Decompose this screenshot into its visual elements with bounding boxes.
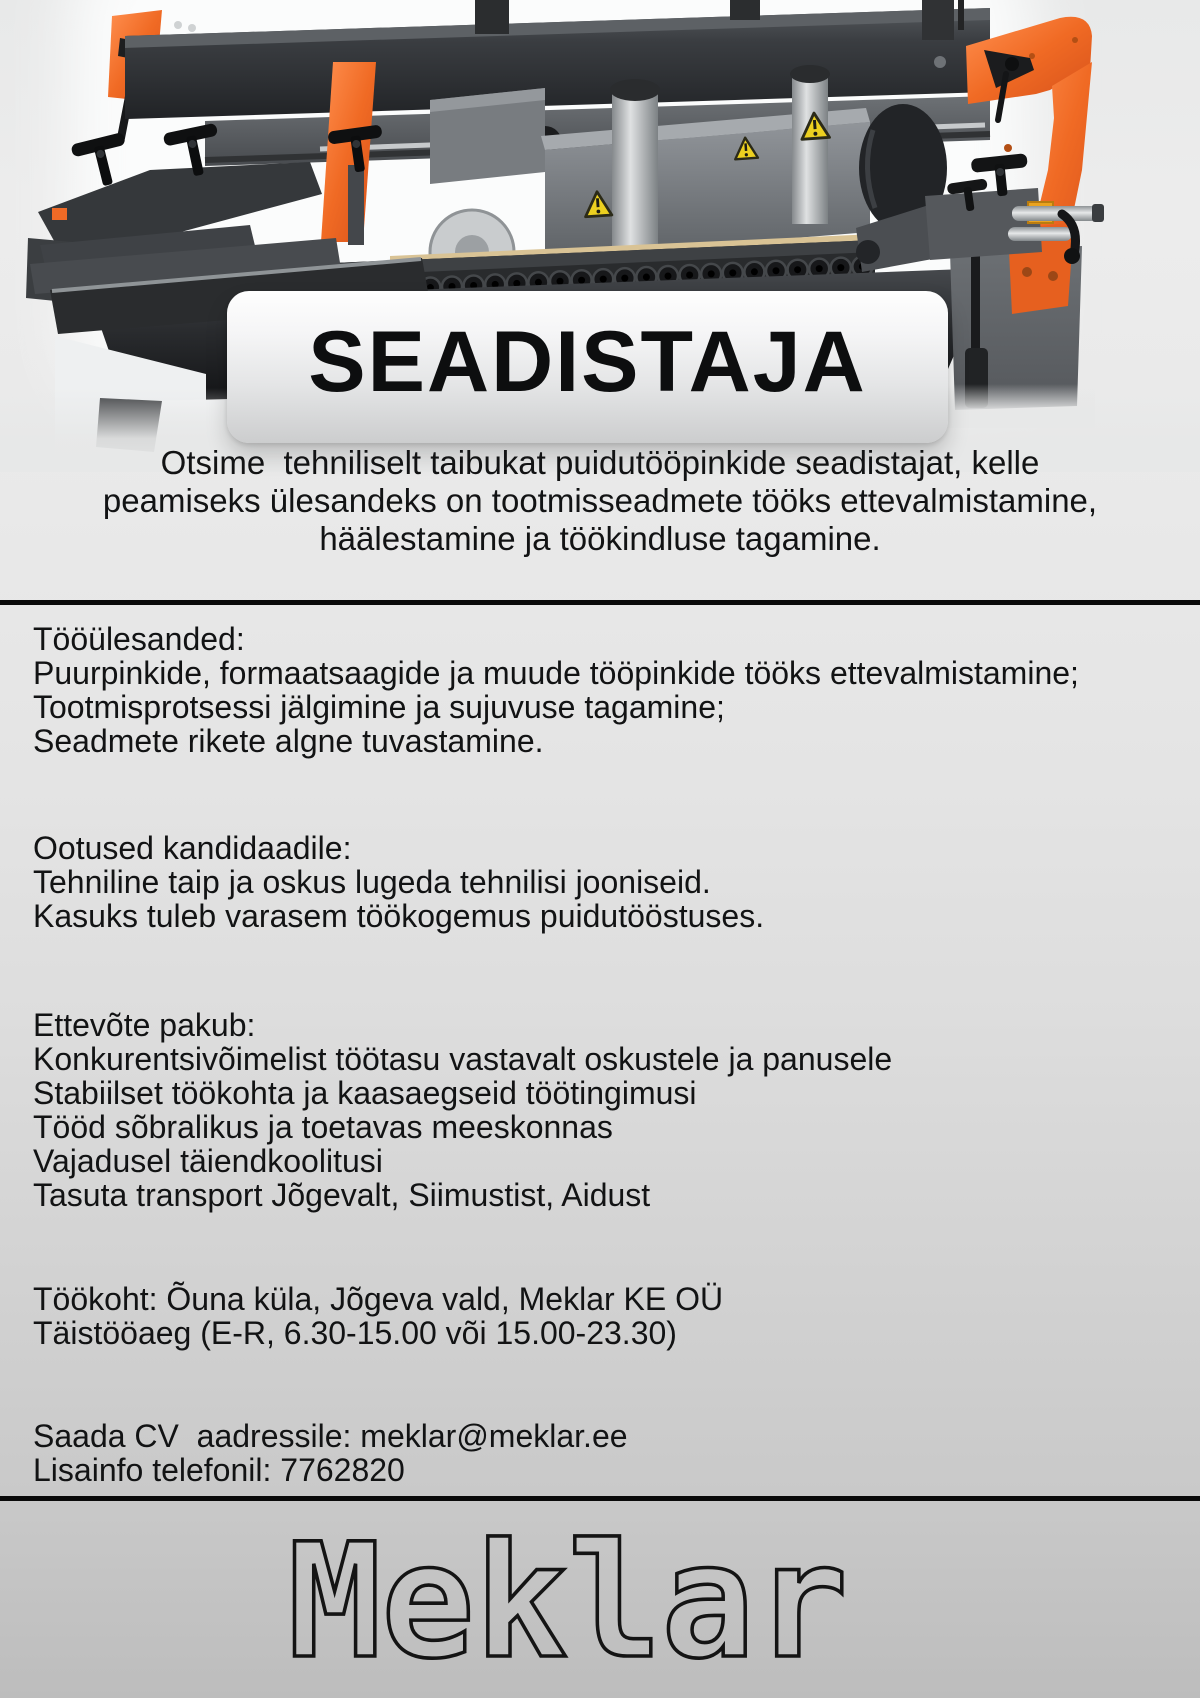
section-workplace — [33, 1282, 723, 1350]
divider-line-top — [0, 600, 1200, 605]
intro-paragraph — [0, 444, 1200, 558]
body-line: Tasuta transport Jõgevalt, Siimustist, Aidust — [33, 1177, 651, 1213]
intro-line: häälestamine ja töökindluse tagamine. — [319, 520, 881, 557]
body-line: Tootmisprotsessi jälgimine ja sujuvuse tagamine; — [33, 689, 725, 725]
section-expectations — [33, 831, 764, 933]
section-heading: Ootused kandidaadile: — [33, 830, 352, 866]
body-line: Puurpinkide, formaatsaagide ja muude tööpinkide tööks ettevalmistamine; — [33, 655, 1079, 691]
body-line: Konkurentsivõimelist töötasu vastavalt oskustele ja panusele — [33, 1041, 893, 1077]
body-line: Stabiilset töökohta ja kaasaegseid töötingimusi — [33, 1075, 697, 1111]
body-line: Vajadusel täiendkoolitusi — [33, 1143, 383, 1179]
body-line: Lisainfo telefonil: 7762820 — [33, 1452, 405, 1488]
section-heading: Ettevõte pakub: — [33, 1007, 256, 1043]
section-heading: Tööülesanded: — [33, 621, 245, 657]
body-line: Seadmete rikete algne tuvastamine. — [33, 723, 544, 759]
section-offers — [33, 1008, 892, 1212]
company-logo-text: Meklar — [288, 1524, 848, 1689]
body-line: Tehniline taip ja oskus lugeda tehnilisi jooniseid. — [33, 864, 711, 900]
body-line: Täistööaeg (E-R, 6.30-15.00 või 15.00-23.30) — [33, 1315, 677, 1351]
section-tasks — [33, 622, 1079, 758]
divider-line-bottom — [0, 1496, 1200, 1501]
section-contact — [33, 1419, 628, 1487]
company-logo — [276, 1524, 916, 1689]
body-line: Töökoht: Õuna küla, Jõgeva vald, Meklar KE OÜ — [33, 1281, 724, 1317]
intro-line: peamiseks ülesandeks on tootmisseadmete tööks ettevalmistamine, — [102, 482, 1098, 519]
body-line: Tööd sõbralikus ja toetavas meeskonnas — [33, 1109, 613, 1145]
body-line: Saada CV aadressile: meklar@meklar.ee — [33, 1418, 628, 1454]
page-title: SEADISTAJA — [308, 313, 867, 410]
intro-line: Otsime tehniliselt taibukat puidutööpinkide seadistajat, kelle — [160, 444, 1040, 481]
body-line: Kasuks tuleb varasem töökogemus puidutööstuses. — [33, 898, 765, 934]
job-title-box — [227, 291, 948, 443]
